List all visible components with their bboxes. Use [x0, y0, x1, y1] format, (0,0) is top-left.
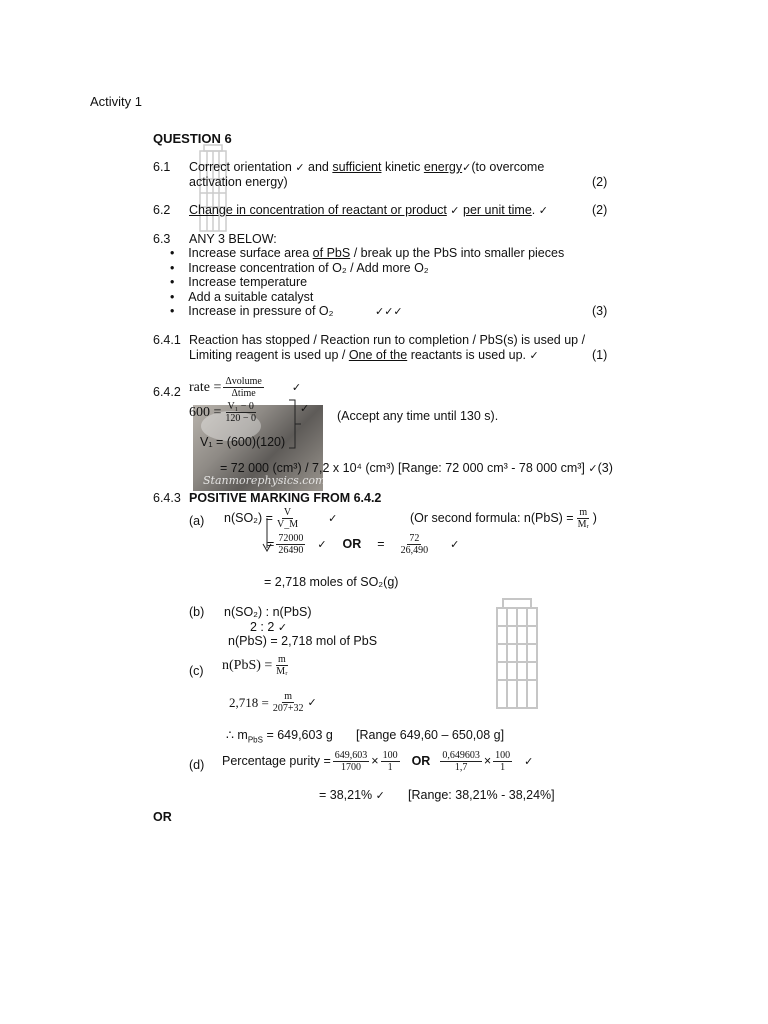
q643d-result: = 38,21% ✓: [319, 788, 385, 802]
q643c-range: [Range 649,60 – 650,08 g]: [356, 728, 505, 742]
q643a-label: (a): [189, 514, 205, 528]
q63-bullet-3: • Increase temperature: [170, 275, 308, 289]
q63-header: ANY 3 BELOW:: [189, 232, 277, 246]
q63-ticks: ✓✓✓: [375, 305, 403, 318]
q643c-label: (c): [189, 664, 204, 678]
q641-number: 6.4.1: [153, 333, 181, 347]
q63-bullet-5: • Increase in pressure of O₂: [170, 304, 334, 318]
q63-marks: (3): [592, 304, 608, 318]
q642-number: 6.4.2: [153, 385, 181, 399]
q63-bullet-2: • Increase concentration of O₂ / Add more O₂: [170, 261, 429, 275]
activity-label: Activity 1: [90, 94, 143, 109]
q642-eq2: 600 = $\frac{\text{V₁ − 0}}{120 - 0}$: [189, 401, 257, 424]
q62-number: 6.2: [153, 203, 171, 217]
q642-result: = 72 000 (cm³) / 7,2 x 10⁴ (cm³) [Range: 72 000 cm³ - 78 000 cm³] ✓(3): [220, 461, 613, 475]
q643a-alt: (Or second formula: n(PbS) = $\frac{m}{\text{Mᵣ}}$ ): [410, 507, 597, 530]
q643a-result: = 2,718 moles of SO₂(g): [264, 575, 399, 589]
q643b-line1: n(SO₂) : n(PbS): [224, 605, 312, 619]
q63-bullet-1: • Increase surface area of PbS / break up the PbS into smaller pieces: [170, 246, 565, 260]
q61-number: 6.1: [153, 160, 171, 174]
tower-watermark-icon: [487, 596, 547, 711]
q61-marks: (2): [592, 175, 608, 189]
q63-bullet-4: • Add a suitable catalyst: [170, 290, 314, 304]
q643-number: 6.4.3: [153, 491, 181, 505]
q643b-line3: n(PbS) = 2,718 mol of PbS: [228, 634, 378, 648]
q643c-eq1: n(PbS) = $\frac{m}{\text{Mᵣ}}$: [222, 654, 288, 677]
q61-line2: activation energy): [189, 175, 288, 189]
watermark-text: Stanmorephysics.com: [203, 474, 326, 487]
q643c-line3: ∴ $m_{PbS} = 649,603$ g: [226, 728, 333, 745]
q641-line1: Reaction has stopped / Reaction run to completion / PbS(s) is used up /: [189, 333, 586, 347]
footer-or: OR: [153, 810, 172, 824]
q642-eq3: V₁ = (600)(120): [200, 435, 286, 449]
q643d-eq1: Percentage purity = $\frac{649,603}{1700}$ × $\frac{100}{1}$ OR $\frac{0,649603}{1,7}$ × $\frac{100}{1}$ ✓: [222, 750, 534, 773]
q62-text: Change in concentration of reactant or product ✓ per unit time. ✓: [189, 203, 548, 217]
q63-number: 6.3: [153, 232, 171, 246]
q641-marks: (1): [592, 348, 608, 362]
q643d-range: [Range: 38,21% - 38,24%]: [408, 788, 555, 802]
q642-eq2-tick: ✓: [300, 402, 310, 415]
q643a-eq1: n(SO₂) = $\frac{V}{V\_M}$ ✓: [224, 507, 338, 530]
q642-rate-eq: rate = $\frac{\text{Δvolume}}{\text{Δtime}}$ ✓: [189, 376, 302, 399]
q642-accept: (Accept any time until 130 s).: [337, 409, 499, 423]
question-title: QUESTION 6: [153, 131, 232, 146]
q643a-eq2: = $\frac{72000}{26490}$ ✓ OR = $\frac{72}{26,490}$ ✓: [267, 533, 460, 556]
q641-line2: Limiting reagent is used up / One of the reactants is used up. ✓: [189, 348, 539, 362]
q62-marks: (2): [592, 203, 608, 217]
q61-line1: Correct orientation ✓ and sufficient kinetic energy✓(to overcome: [189, 160, 545, 174]
q643-title: POSITIVE MARKING FROM 6.4.2: [189, 491, 382, 505]
q643b-label: (b): [189, 605, 205, 619]
q643d-label: (d): [189, 758, 205, 772]
q643b-line2: 2 : 2 ✓: [250, 620, 288, 634]
q643c-eq2: 2,718 = $\frac{m}{207+32}$ ✓: [229, 691, 317, 714]
